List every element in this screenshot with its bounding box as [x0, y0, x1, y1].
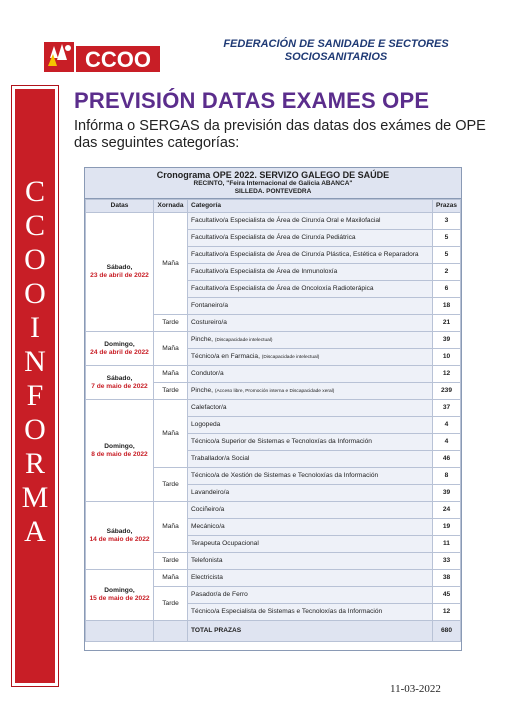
- table-subtitle-location: SILLEDA. PONTEVEDRA: [234, 188, 312, 195]
- places-cell: 8: [433, 468, 461, 485]
- table-row: [86, 502, 461, 519]
- sidebar-letter: I: [30, 311, 40, 344]
- day-name: Domingo,: [104, 442, 135, 450]
- places-cell: 38: [433, 570, 461, 587]
- sidebar-letter: O: [24, 243, 46, 276]
- day-date: 23 de abril de 2022: [90, 272, 149, 279]
- federation-name: [200, 38, 472, 64]
- category-cell: Electricista: [188, 570, 433, 587]
- category-cell: Pasador/a de Ferro: [188, 587, 433, 604]
- category-note: (Acceso libre, Promoción interna e Discapacidade xeral): [214, 388, 335, 394]
- federation-line-2: SOCIOSANITARIOS: [284, 51, 388, 63]
- shift-cell: Maña: [154, 213, 188, 315]
- places-cell: 4: [433, 417, 461, 434]
- category-cell: Facultativo/a Especialista de Área de Cirurxía Pediátrica: [188, 230, 433, 247]
- places-cell: 11: [433, 536, 461, 553]
- category-cell: Calefactor/a: [188, 400, 433, 417]
- table-heading: [85, 168, 461, 199]
- shift-cell: Maña: [154, 400, 188, 468]
- shift-cell: Maña: [154, 332, 188, 366]
- schedule-grid: [85, 199, 461, 642]
- category-cell: Cociñeiro/a: [188, 502, 433, 519]
- day-name: Sábado,: [106, 527, 133, 535]
- shift-cell: Tarde: [154, 468, 188, 502]
- places-cell: 239: [433, 383, 461, 400]
- total-empty-cell: [154, 621, 188, 642]
- header-date: Datas: [86, 200, 154, 213]
- table-title: Cronograma OPE 2022. SERVIZO GALEGO DE SAÚDE: [156, 170, 390, 180]
- table-row: [86, 570, 461, 587]
- places-cell: 37: [433, 400, 461, 417]
- sidebar-letter: N: [24, 345, 46, 378]
- shift-cell: Tarde: [154, 587, 188, 621]
- category-cell: Telefonista: [188, 553, 433, 570]
- places-cell: 12: [433, 366, 461, 383]
- places-cell: 21: [433, 315, 461, 332]
- category-name: Pinche,: [191, 335, 213, 343]
- places-cell: 33: [433, 553, 461, 570]
- table-row: [86, 400, 461, 417]
- category-cell: Lavandeiro/a: [188, 485, 433, 502]
- header-category: Categoría: [188, 200, 433, 213]
- total-value: 680: [433, 621, 461, 642]
- sidebar-letter: O: [24, 277, 46, 310]
- header-places: Prazas: [433, 200, 461, 213]
- places-cell: 19: [433, 519, 461, 536]
- places-cell: 39: [433, 332, 461, 349]
- shift-cell: Tarde: [154, 315, 188, 332]
- day-name: Sábado,: [106, 264, 133, 271]
- places-cell: 12: [433, 604, 461, 621]
- places-cell: 4: [433, 434, 461, 451]
- category-note: (Discapacidade intelectual): [261, 354, 320, 360]
- places-cell: 18: [433, 298, 461, 315]
- header-shift: Xornada: [154, 200, 188, 213]
- category-cell: Facultativo/a Especialista de Área de Cirurxía Oral e Maxilofacial: [188, 213, 433, 230]
- day-date: 15 de maio de 2022: [89, 595, 150, 602]
- day-date: 14 de maio de 2022: [89, 535, 150, 543]
- date-cell: [86, 400, 154, 502]
- category-cell: Terapeuta Ocupacional: [188, 536, 433, 553]
- category-cell: Técnico/a Especialista de Sistemas e Tecnoloxías da Información: [188, 604, 433, 621]
- day-name: Sábado,: [106, 374, 133, 382]
- footer-date: 11-03-2022: [390, 683, 441, 695]
- header-row: [86, 200, 461, 213]
- category-cell: Condutor/a: [188, 366, 433, 383]
- day-name: Domingo,: [104, 340, 135, 348]
- category-cell: Técnico/a de Xestión de Sistemas e Tecnoloxías da Información: [188, 468, 433, 485]
- category-cell: Facultativo/a Especialista de Área de Cirurxía Plástica, Estética e Reparadora: [188, 247, 433, 264]
- date-cell: [86, 213, 154, 332]
- total-empty-cell: [86, 621, 154, 642]
- sidebar-letter: O: [24, 413, 46, 446]
- category-cell: Facultativo/a Especialista de Área de Inmunoloxía: [188, 264, 433, 281]
- sidebar-letter: C: [24, 175, 45, 208]
- brand-text: CCOO: [85, 47, 151, 72]
- places-cell: 5: [433, 230, 461, 247]
- intro-text: Infórma o SERGAS da previsión das datas dos exámes de OPE das seguintes categorías:: [74, 118, 486, 151]
- places-cell: 6: [433, 281, 461, 298]
- places-cell: 39: [433, 485, 461, 502]
- category-cell: Facultativo/a Especialista de Área de Oncoloxía Radioterápica: [188, 281, 433, 298]
- category-cell: Traballador/a Social: [188, 451, 433, 468]
- category-cell: Mecánico/a: [188, 519, 433, 536]
- sidebar-letter: A: [24, 515, 46, 548]
- table-row: [86, 213, 461, 230]
- day-date: 8 de maio de 2022: [91, 450, 148, 458]
- day-name: Domingo,: [104, 587, 135, 594]
- total-row: [86, 621, 461, 642]
- category-cell: [188, 383, 433, 400]
- places-cell: 3: [433, 213, 461, 230]
- category-note: (Discapacidade intelectual): [214, 337, 273, 343]
- sidebar-letter: F: [26, 379, 44, 412]
- federation-line-1: FEDERACIÓN DE SANIDADE E SECTORES: [223, 38, 449, 50]
- sidebar-letter: R: [24, 447, 45, 480]
- sidebar-letter: M: [21, 481, 49, 514]
- places-cell: 2: [433, 264, 461, 281]
- category-name: Pinche,: [191, 386, 213, 394]
- shift-cell: Maña: [154, 570, 188, 587]
- shift-cell: Tarde: [154, 553, 188, 570]
- day-date: 7 de maio de 2022: [91, 382, 148, 390]
- day-date: 24 de abril de 2022: [90, 348, 149, 356]
- exam-schedule-table: [84, 167, 462, 651]
- total-label: TOTAL PRAZAS: [188, 621, 433, 642]
- ccoo-logo-graphic: [44, 36, 160, 74]
- category-cell: Costureiro/a: [188, 315, 433, 332]
- category-cell: Técnico/a Superior de Sistemas e Tecnoloxías da Información: [188, 434, 433, 451]
- shift-cell: Maña: [154, 366, 188, 383]
- category-cell: Logopeda: [188, 417, 433, 434]
- category-cell: [188, 332, 433, 349]
- shift-cell: Maña: [154, 502, 188, 553]
- date-cell: [86, 570, 154, 621]
- table-subtitle-venue: RECINTO, "Feira Internacional de Galicia ABANCA": [193, 180, 353, 187]
- places-cell: 5: [433, 247, 461, 264]
- category-cell: [188, 349, 433, 366]
- table-row: [86, 332, 461, 349]
- page-title: PREVISIÓN DATAS EXAMES OPE: [74, 88, 430, 113]
- places-cell: 10: [433, 349, 461, 366]
- date-cell: [86, 366, 154, 400]
- places-cell: 46: [433, 451, 461, 468]
- date-cell: [86, 332, 154, 366]
- places-cell: 24: [433, 502, 461, 519]
- places-cell: 45: [433, 587, 461, 604]
- date-cell: [86, 502, 154, 570]
- ccoo-logo: [44, 36, 160, 74]
- sidebar-letters: [15, 175, 55, 549]
- category-cell: Fontaneiro/a: [188, 298, 433, 315]
- ccoo-informa-sidebar: [12, 86, 58, 686]
- sidebar-letter: C: [24, 209, 45, 242]
- category-name: Técnico/a en Farmacia,: [191, 352, 260, 360]
- table-row: [86, 366, 461, 383]
- shift-cell: Tarde: [154, 383, 188, 400]
